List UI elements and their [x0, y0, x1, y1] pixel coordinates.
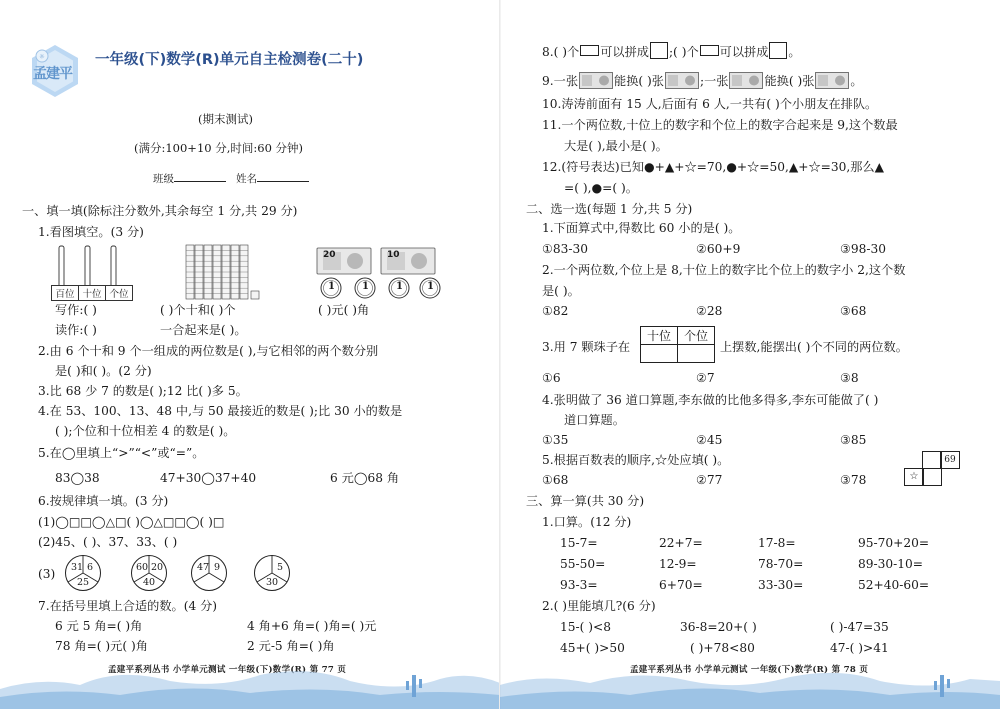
coin-label-4: 1	[427, 281, 434, 292]
q6-line2: (2)45、( )、37、33、( )	[38, 535, 178, 549]
q6-title: 6.按规律填一填。(3 分)	[38, 494, 169, 508]
q4-line2: ( );个位和十位相差 4 的数是( )。	[55, 424, 236, 438]
q9-text-c: ;一张	[699, 74, 729, 88]
pattern-circles	[64, 554, 314, 594]
s2-q2-opt2[interactable]: ②28	[696, 304, 723, 318]
name-label: 姓名	[236, 173, 258, 185]
s2-q3-opt2[interactable]: ②7	[696, 371, 715, 385]
rectangle-shape-icon	[580, 45, 599, 56]
q2-line1: 2.由 6 个十和 9 个一组成的两位数是( ),与它相邻的两个数分别	[38, 344, 379, 358]
s2-q2-opt1[interactable]: ①82	[542, 304, 569, 318]
ten-rods-figure	[185, 244, 265, 305]
q8	[542, 42, 801, 60]
coin-label-2: 1	[362, 281, 369, 292]
q11-line2: 大是( ),最小是( )。	[564, 139, 668, 153]
q6-line3-label: (3)	[38, 567, 56, 581]
q6-line1: (1)◯□□◯△□( )◯△□□◯( )□	[38, 515, 225, 529]
circle-3-left: 47	[197, 562, 210, 573]
s3-q2-title: 2.( )里能填几?(6 分)	[542, 599, 656, 613]
mountain-scene-icon	[500, 659, 1000, 709]
q9	[542, 72, 863, 89]
circle-1-left: 31	[71, 562, 84, 573]
s2-q3-opt1[interactable]: ①6	[542, 371, 561, 385]
s2-q3-text-b: 上摆数,能摆出( )个不同的两位数。	[720, 340, 908, 354]
pattern-circle-2	[130, 554, 168, 592]
place-value-table	[640, 326, 715, 363]
class-name-line	[153, 170, 309, 187]
s2-q1-opt3[interactable]: ③98-30	[840, 242, 887, 256]
s2-q5-opt3[interactable]: ③78	[840, 473, 867, 487]
hundred-chart-fragment	[904, 451, 964, 487]
section3-heading: 三、算一算(共 30 分)	[526, 494, 645, 508]
place-cell-tens	[641, 345, 678, 363]
banknote-icon	[729, 72, 763, 89]
q9-text-a: 9.一张	[542, 74, 579, 88]
cube-rods-icon	[185, 244, 265, 302]
calc-1-3: 17-8=	[758, 536, 796, 550]
calc-3-2: 6+70=	[659, 578, 703, 592]
coin-label-3: 1	[396, 281, 403, 292]
circle-2-left: 60	[136, 562, 149, 573]
calc-2-3: 78-70=	[758, 557, 804, 571]
q8-text-b: 可以拼成	[600, 45, 649, 59]
fill-2-2: ( )+78<80	[690, 641, 755, 655]
s2-q4-opt2[interactable]: ②45	[696, 433, 723, 447]
s2-q5: 5.根据百数表的顺序,☆处应填( )。	[542, 453, 730, 467]
circle-1-bottom: 25	[77, 577, 90, 588]
answer-square-2[interactable]	[769, 42, 787, 59]
q8-text-d: 可以拼成	[719, 45, 769, 59]
circle-4-right: 5	[277, 562, 284, 573]
q5-item-3: 6 元◯68 角	[330, 471, 400, 485]
q1-write: 写作:( )	[55, 303, 97, 317]
s2-q3-text-a: 3.用 7 颗珠子在	[542, 340, 631, 354]
section2-heading: 二、选一选(每题 1 分,共 5 分)	[526, 202, 693, 216]
place-header-tens: 十位	[641, 327, 678, 345]
banknote-icon	[665, 72, 699, 89]
rectangle-shape-icon	[700, 45, 719, 56]
calc-3-3: 33-30=	[758, 578, 804, 592]
answer-square-1[interactable]	[650, 42, 668, 59]
banknote-icon	[815, 72, 849, 89]
q12-line1: 12.(符号表达)已知●+▲+☆=70,●+☆=50,▲+☆=30,那么▲	[542, 160, 884, 174]
calc-2-1: 55-50=	[560, 557, 606, 571]
s2-q4-line2: 道口算题。	[564, 413, 625, 427]
circle-2-bottom: 40	[143, 577, 156, 588]
pattern-circle-1	[64, 554, 102, 592]
q8-text-c: ;( )个	[668, 45, 699, 59]
class-label: 班级	[153, 173, 174, 185]
s2-q5-opt2[interactable]: ②77	[696, 473, 723, 487]
q1-tens: ( )个十和( )个	[160, 303, 236, 317]
s2-q5-opt1[interactable]: ①68	[542, 473, 569, 487]
grid-cell-69: 69	[940, 451, 960, 469]
circle-3-right: 9	[214, 562, 221, 573]
q4-line1: 4.在 53、100、13、48 中,与 50 最接近的数是( );比 30 小的数是	[38, 404, 403, 418]
q1-total: 一合起来是( )。	[160, 323, 247, 337]
q5-item-1: 83◯38	[55, 471, 100, 485]
name-blank[interactable]	[257, 170, 309, 182]
q7-title: 7.在括号里填上合适的数。(4 分)	[38, 599, 218, 613]
circle-1-right: 6	[87, 562, 94, 573]
calc-2-2: 12-9=	[659, 557, 697, 571]
q7-row2-a: 78 角=( )元( )角	[55, 639, 148, 653]
circle-2-right: 20	[151, 562, 164, 573]
fill-1-3: ( )-47=35	[830, 620, 889, 634]
fill-1-2: 36-8=20+( )	[680, 620, 757, 634]
exam-subtitle: (期末测试)	[198, 112, 253, 126]
calc-3-1: 93-3=	[560, 578, 598, 592]
q1-money: ( )元( )角	[318, 303, 370, 317]
footer-left: 孟建平系列丛书 小学单元测试 一年级(下)数学(R) 第 77 页	[108, 665, 347, 675]
s3-q1-title: 1.口算。(12 分)	[542, 515, 632, 529]
q8-text-a: 8.( )个	[542, 45, 580, 59]
place-header-ones: 个位	[678, 327, 715, 345]
bill-label-10: 10	[387, 250, 400, 260]
q9-text-d: 能换( )张	[764, 74, 815, 88]
abacus-labels	[51, 285, 133, 301]
logo-text: 孟建平	[33, 66, 72, 82]
pattern-circle-3	[190, 554, 228, 592]
coin-label-1: 1	[328, 281, 335, 292]
s2-q2-line2: 是( )。	[542, 284, 580, 298]
grid-cell-blank-2	[922, 468, 942, 486]
circle-4-bottom: 30	[266, 577, 279, 588]
s2-q3-opt3[interactable]: ③8	[840, 371, 859, 385]
q7-row1-a: 6 元 5 角=( )角	[55, 619, 143, 633]
calc-1-1: 15-7=	[560, 536, 598, 550]
right-page	[500, 0, 1000, 709]
bill-label-20: 20	[323, 250, 336, 260]
q1-read: 读作:( )	[55, 323, 97, 337]
s2-q1-opt2[interactable]: ②60+9	[696, 242, 741, 256]
page-title: 一年级(下)数学(R)单元自主检测卷(二十)	[95, 52, 364, 68]
fill-2-1: 45+( )>50	[560, 641, 625, 655]
place-cell-ones	[678, 345, 715, 363]
grid-cell-star: ☆	[904, 468, 924, 486]
q1-title: 1.看图填空。(3 分)	[38, 225, 144, 239]
s2-q2-opt3[interactable]: ③68	[840, 304, 867, 318]
calc-1-4: 95-70+20=	[858, 536, 930, 550]
q5-title: 5.在◯里填上“>”“<”或“=”。	[38, 446, 205, 460]
divided-circle-icon	[190, 554, 228, 592]
abacus-label-hundreds: 百位	[52, 286, 79, 300]
q7-row2-b: 2 元-5 角=( )角	[247, 639, 335, 653]
abacus-label-ones: 个位	[109, 289, 129, 300]
pattern-circle-4	[253, 554, 291, 592]
s2-q4-opt1[interactable]: ①35	[542, 433, 569, 447]
s2-q1: 1.下面算式中,得数比 60 小的是( )。	[542, 221, 741, 235]
abacus-label-tens: 十位	[79, 286, 106, 300]
q2-line2: 是( )和( )。(2 分)	[55, 364, 152, 378]
s2-q4-line1: 4.张明做了 36 道口算题,李东做的比他多得多,李东可能做了( )	[542, 393, 879, 407]
q10: 10.涛涛前面有 15 人,后面有 6 人,一共有( )个小朋友在排队。	[542, 97, 878, 111]
fill-1-1: 15-( )<8	[560, 620, 611, 634]
q11-line1: 11.一个两位数,十位上的数字和个位上的数字合起来是 9,这个数最	[542, 118, 898, 132]
score-time-info: (满分:100+10 分,时间:60 分钟)	[134, 141, 304, 155]
q8-text-e: 。	[788, 45, 801, 59]
calc-2-4: 89-30-10=	[858, 557, 923, 571]
s2-q4-opt3[interactable]: ③85	[840, 433, 867, 447]
abacus-figure	[51, 244, 133, 302]
fill-2-3: 47-( )>41	[830, 641, 889, 655]
grid-cell-blank-1	[922, 451, 942, 469]
mountain-scene-icon	[0, 659, 500, 709]
q7-row1-b: 4 角+6 角=( )角=( )元	[247, 619, 377, 633]
q5-item-2: 47+30◯37+40	[160, 471, 257, 485]
q3: 3.比 68 少 7 的数是( );12 比( )多 5。	[38, 384, 248, 398]
q9-text-e: 。	[850, 74, 863, 88]
section1-heading: 一、填一填(除标注分数外,其余每空 1 分,共 29 分)	[22, 204, 298, 218]
footer-right: 孟建平系列丛书 小学单元测试 一年级(下)数学(R) 第 78 页	[630, 665, 869, 675]
class-blank[interactable]	[174, 170, 226, 182]
q12-line2: =( ),●=( )。	[564, 181, 638, 195]
q9-text-b: 能换( )张	[614, 74, 664, 88]
calc-3-4: 52+40-60=	[858, 578, 930, 592]
svg-text:☼: ☼	[39, 53, 45, 61]
calc-1-2: 22+7=	[659, 536, 703, 550]
money-figure	[315, 244, 465, 302]
logo	[26, 42, 84, 100]
s2-q1-opt1[interactable]: ①83-30	[542, 242, 589, 256]
s2-q2-line1: 2.一个两位数,个位上是 8,十位上的数字比个位上的数字小 2,这个数	[542, 263, 906, 277]
banknote-icon	[579, 72, 613, 89]
